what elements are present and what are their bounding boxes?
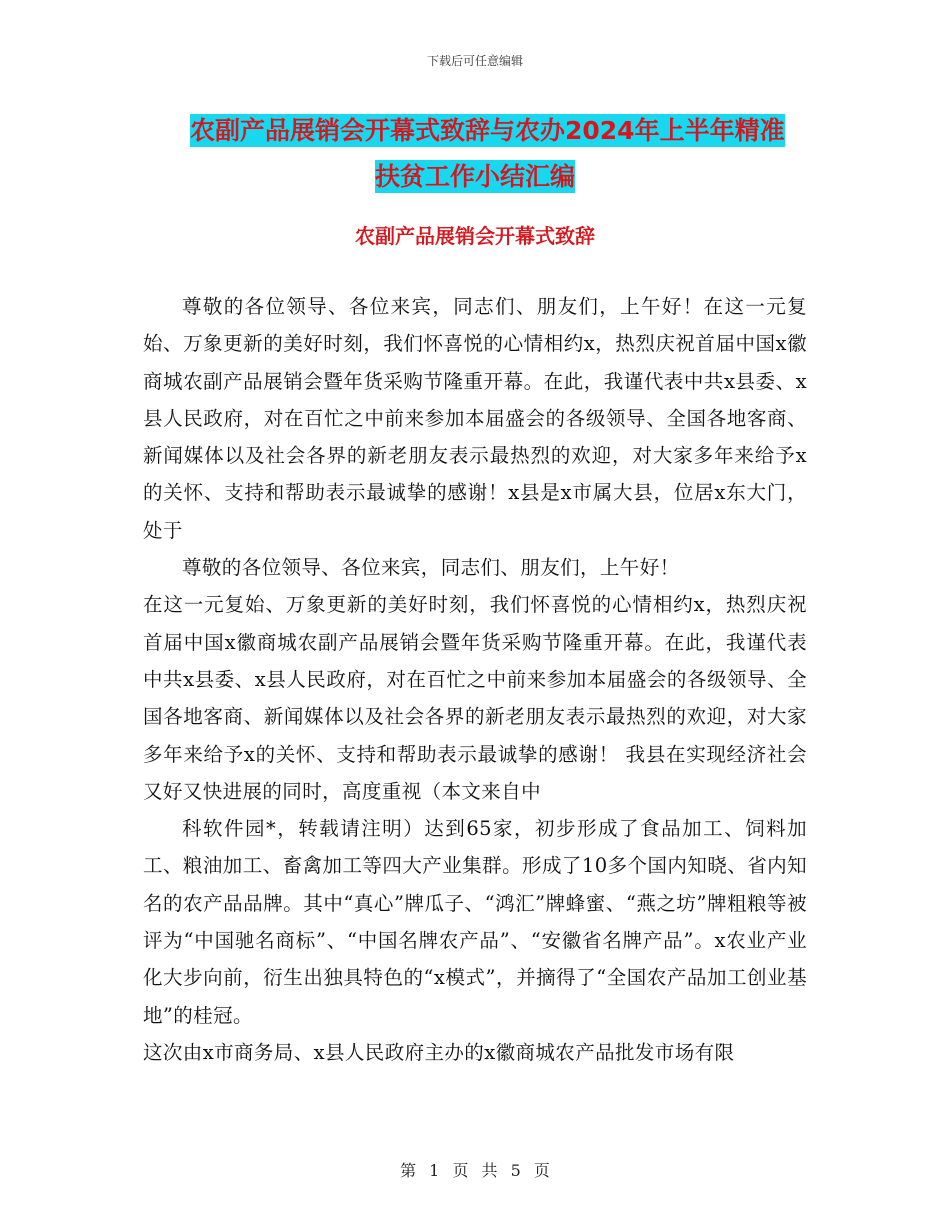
paragraph-3: 在这一元复始、万象更新的美好时刻，我们怀喜悦的心情相约x，热烈庆祝首届中国x徽商城农副产品展销会暨年货采购节隆重开幕。在此，我谨代表中共x县委、x县人民政府，对在百忙之中前来参加本届盛会的各级领导、全国各地客商、新闻媒体以及社会各界的新老朋友表示最热烈的欢迎，对大家多年来给予x的关怀、支持和帮助表示最诚挚的感谢！ 我县在实现经济社会又好又快进展的同时，高度重视（本文来自中	[143, 593, 807, 803]
document-title	[150, 108, 830, 200]
document-body	[143, 288, 807, 1071]
paragraph-5: 这次由x市商务局、x县人民政府主办的x徽商城农产品批发市场有限	[143, 1040, 735, 1064]
title-line-1: 农副产品展销会开幕式致辞与农办2024年上半年精准	[190, 116, 785, 145]
title-line-2: 扶贫工作小结汇编	[374, 162, 575, 191]
paragraph-4: 科软件园*，转载请注明）达到65家，初步形成了食品加工、饲料加工、粮油加工、畜禽加工等四大产业集群。形成了10多个国内知晓、省内知名的农产品品牌。其中“真心”牌瓜子、“鸿汇”牌蜂蜜、“燕之坊”牌粗粮等被评为“中国驰名商标”、“中国名牌农产品”、“安徽省名牌产品”。x农业产业化大步向前，衍生出独具特色的“x模式”，并摘得了“全国农产品加工创业基地”的桂冠。	[143, 817, 807, 1027]
section-title: 农副产品展销会开幕式致辞	[355, 224, 595, 248]
paragraph-2: 尊敬的各位领导、各位来宾，同志们、朋友们，上午好！	[182, 556, 680, 580]
paragraph-1: 尊敬的各位领导、各位来宾，同志们、朋友们，上午好！在这一元复始、万象更新的美好时刻，我们怀喜悦的心情相约x，热烈庆祝首届中国x徽商城农副产品展销会暨年货采购节隆重开幕。在此，我谨代表中共x县委、x县人民政府，对在百忙之中前来参加本届盛会的各级领导、全国各地客商、新闻媒体以及社会各界的新老朋友表示最热烈的欢迎，对大家多年来给予x的关怀、支持和帮助表示最诚挚的感谢！x县是x市属大县，位居x东大门，处于	[143, 295, 807, 542]
page-header-note: 下载后可任意编辑	[426, 54, 523, 68]
page-number-footer: 第 1 页 共 5 页	[400, 1161, 550, 1180]
